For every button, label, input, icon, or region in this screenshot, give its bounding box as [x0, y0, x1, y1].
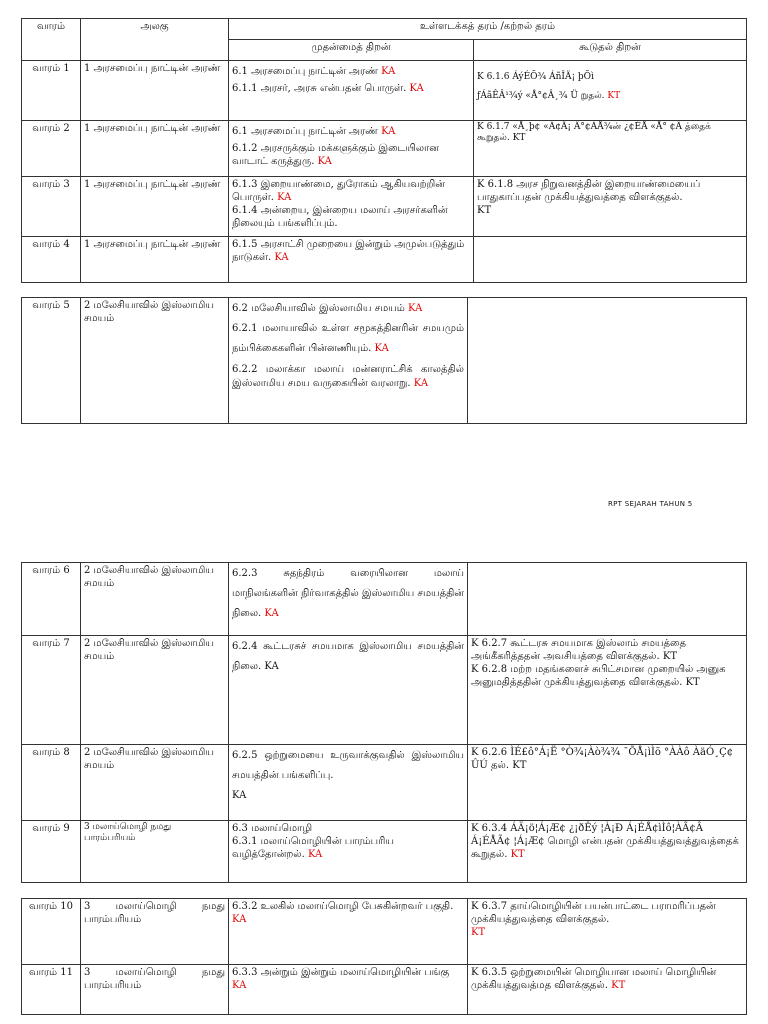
extra-skill-cell: K 6.3.5 ஒற்றுமையின் மொழியான மலாய் மொழியின் முக்கியத்துவத்மத விளக்குதல். KT [468, 965, 747, 1015]
header-core-skill: முதன்மைத் திறன் [229, 40, 474, 61]
core-skill-cell: 6.2.5 ஒற்றுமையை உருவாக்குவதில் இஸ்லாமிய சமயத்தின் பங்களிப்பு. KA [229, 745, 468, 821]
table-row [22, 177, 747, 237]
core-skill-cell: 6.1 அரசமைப்பு நாட்டின் அரண் KA 6.1.2 அரசருக்கும் மக்களுக்கும் இடையிலான வாடாட் கருத்துரு. KA [229, 121, 474, 177]
core-skill-cell: 6.1 அரசமைப்பு நாட்டின் அரண் KA 6.1.1 அரசர், அரசு என்பதன் பொருள். KA [229, 61, 474, 121]
header-standard: உள்ளடக்கத் தரம் /கற்றல் தரம் [229, 19, 747, 40]
unit-cell: 1 அரசமைப்பு நாட்டின் அரண் [81, 61, 229, 121]
week-cell: வாரம் 11 [22, 965, 81, 1015]
unit-cell: 1 அரசமைப்பு நாட்டின் அரண் [81, 237, 229, 283]
header-extra-skill: கூடுதல் திறன் [474, 40, 747, 61]
core-skill-cell: 6.1.3 இறையாண்மை, துரோகம் ஆகியவற்றின் பொருள். KA 6.1.4 அன்றைய, இன்றைய மலாய் அரசர்களின் நிலையும் பங்களிப்பும். [229, 177, 474, 237]
table-row [22, 298, 747, 424]
table-row [22, 563, 747, 636]
extra-skill-cell [474, 237, 747, 283]
extra-skill-cell [468, 563, 747, 636]
unit-cell: 3 மலாய்மொழி நமது பாரம்பரியம் [81, 965, 229, 1015]
week-cell: வாரம் 9 [22, 821, 81, 883]
week-cell: வாரம் 5 [22, 298, 81, 424]
core-skill-cell: 6.3.3 அன்றும் இன்றும் மலாய்மொழியின் பங்கு KA [229, 965, 468, 1015]
header-unit: அலகு [81, 19, 229, 61]
footer-text: RPT SEJARAH TAHUN 5 [608, 500, 693, 508]
unit-cell: 2 மலேசியாவில் இஸ்லாமிய சமயம் [81, 745, 229, 821]
table-row [22, 121, 747, 177]
unit-cell: 2 மலேசியாவில் இஸ்லாமிய சமயம் [81, 636, 229, 745]
unit-cell: 3 மலாய்மொழி நமது பாரம்பரியம் [81, 821, 229, 883]
week-cell: வாரம் 10 [22, 899, 81, 965]
extra-skill-cell: K 6.2.7 கூட்டரசு சமயமாக இஸ்லாம் சமயத்தை அங்கீகரித்ததன் அவசியத்தை விளக்குதல். KT K 6.2.8 மற்ற மதங்களைச் சுபிட்சமான முறையில் அனுக அனுமதித்ததின் முக்கியத்துவத்தை விளக்குதல். KT [468, 636, 747, 745]
core-skill-cell: 6.3.2 உலகில் மலாய்மொழி பேசுகின்றவர் பகுதி. KA [229, 899, 468, 965]
unit-cell: 3 மலாய்மொழி நமது பாரம்பரியம் [81, 899, 229, 965]
unit-cell: 2 மலேசியாவில் இஸ்லாமிய சமயம் [81, 563, 229, 636]
core-skill-cell: 6.2.3 சுதந்திரம் வரையிலான மலாய் மாநிலங்களின் நிர்வாகத்தில் இஸ்லாமிய சமயத்தின் நிலை. KA [229, 563, 468, 636]
syllabus-table-3 [21, 562, 747, 883]
unit-cell: 2 மலேசியாவில் இஸ்லாமிய சமயம் [81, 298, 229, 424]
extra-skill-cell: K 6.3.4 ÁÄ¡ö¦Á¡Æ¢ ¿¡ðÊý ¦À¡Ð Á¡ÉÅ¢ìÌô¦ÀÃ¢Â Á¡ÉÅÃ¢ ¦Á¡Æ¢ மொழி என்பதன் முக்கியத்துவத்துவத்தைக் கூறுதல். KT [468, 821, 747, 883]
table-row [22, 745, 747, 821]
table-row [22, 636, 747, 745]
unit-cell: 1 அரசமைப்பு நாட்டின் அரண் [81, 121, 229, 177]
extra-skill-cell: K 6.3.7 தாய்மொழியின் பயன்பாட்டை பராமரிப்பதன் முக்கியத்துவத்தை விளக்குதல். KT [468, 899, 747, 965]
core-skill-cell: 6.2.4 கூட்டரசுச் சமயமாக இஸ்லாமிய சமயத்தின் நிலை. KA [229, 636, 468, 745]
table-row [22, 965, 747, 1015]
week-cell: வாரம் 2 [22, 121, 81, 177]
week-cell: வாரம் 4 [22, 237, 81, 283]
syllabus-table-2 [21, 297, 747, 424]
week-cell: வாரம் 1 [22, 61, 81, 121]
extra-skill-cell [468, 298, 747, 424]
extra-skill-cell: K 6.1.6 ÁýÉÕ¾ ÁñÎÄ¡ þÕì ƒÁãÊÂ¹¾ý «Å°¢Â¸¾ Ü றுதல். KT [474, 61, 747, 121]
week-cell: வாரம் 8 [22, 745, 81, 821]
extra-skill-cell: K 6.1.8 அரச நிறுவனத்தின் இறையாண்மையைப் பாதுகாப்பதன் முக்கியத்துவத்தை விளக்குதல். KT [474, 177, 747, 237]
table-row [22, 821, 747, 883]
week-cell: வாரம் 3 [22, 177, 81, 237]
table-row [22, 237, 747, 283]
core-skill-cell: 6.3 மலாய்மொழி 6.3.1 மலாய்மொழியின் பாரம்பரிய வழித்தோன்றல். KA [229, 821, 468, 883]
syllabus-table-4 [21, 898, 747, 1015]
header-week: வாரம் [22, 19, 81, 61]
extra-skill-cell: K 6.2.6 ÌÉ£ô°Á¡Ë °Ò¾¡Àò¾¾ ¯ÕÅ¡ìÌõ °ÀÀô ÀäÓ¸Ç¢ ÛÚ தல். KT [468, 745, 747, 821]
table-row [22, 899, 747, 965]
unit-cell: 1 அரசமைப்பு நாட்டின் அரண் [81, 177, 229, 237]
core-skill-cell: 6.2 மலேசியாவில் இஸ்லாமிய சமயம் KA 6.2.1 மலாயாவில் உள்ள சமூகத்தினரின் சமயமும் நம்பிக்கைகளின் பின்னணியும். KA 6.2.2 மலாக்கா மலாய் மன்னராட்சிக் காலத்தில் இஸ்லாமிய சமய வருகையின் வரலாறு. KA [229, 298, 468, 424]
week-cell: வாரம் 6 [22, 563, 81, 636]
table-row [22, 61, 747, 121]
week-cell: வாரம் 7 [22, 636, 81, 745]
extra-skill-cell: K 6.1.7 «Å¸þ¢ «Á¢Ä¡ Â°¢ÀÅ¾ன் ¿¢ÈÅ «Å° ¢Â த்தைக் கூறுதல். KT [474, 121, 747, 177]
syllabus-table-1 [21, 18, 747, 283]
core-skill-cell: 6.1.5 அரசாட்சி முறையை இன்றும் அமுல்படுத்தும் நாடுகள். KA [229, 237, 474, 283]
